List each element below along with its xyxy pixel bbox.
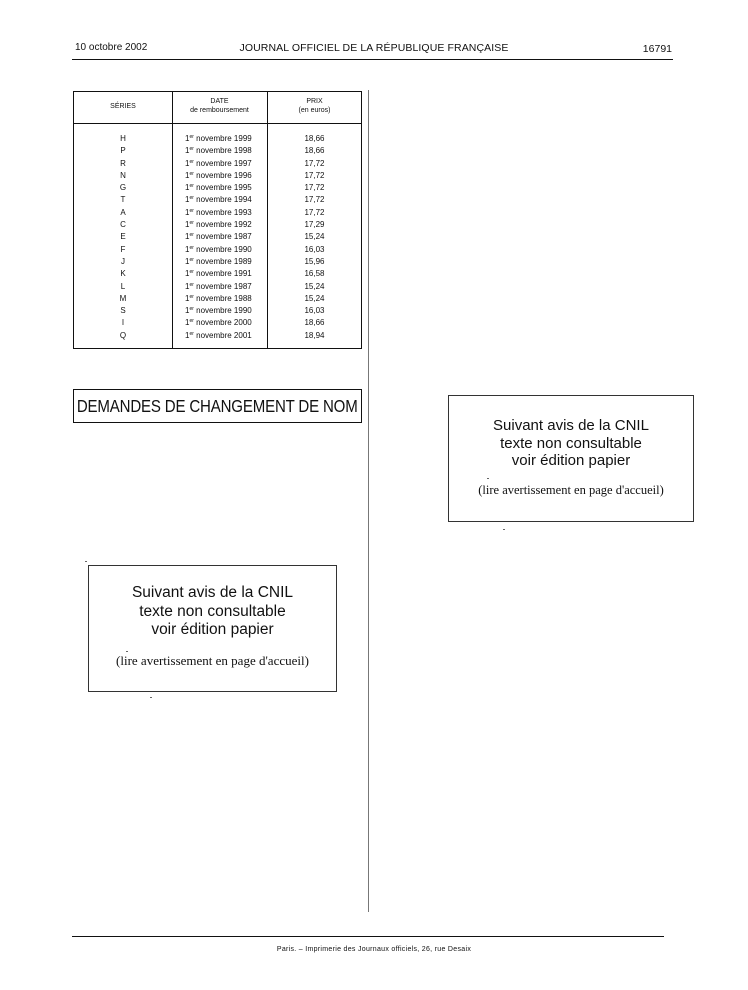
row-date [185, 220, 252, 229]
row-price: 16,03 [304, 306, 325, 316]
row-date-suffix: er [189, 330, 194, 337]
row-date-day: 1 [185, 330, 190, 340]
row-price: 17,72 [304, 158, 325, 168]
row-series: S [120, 306, 126, 316]
row-series: N [120, 170, 126, 180]
row-price: 17,72 [304, 183, 325, 193]
row-price: 16,03 [304, 244, 325, 254]
row-series: K [120, 269, 126, 279]
row-date-day: 1 [185, 146, 190, 156]
cnil-line-3: voir édition papier [151, 621, 274, 638]
row-date [185, 331, 252, 340]
row-date [185, 306, 252, 315]
row-date-text: novembre 1990 [193, 244, 252, 254]
row-date-day: 1 [185, 134, 190, 143]
scan-speck [126, 651, 128, 652]
table-row [74, 159, 361, 171]
row-price: 16,58 [304, 269, 325, 279]
table-row [74, 146, 361, 158]
row-date-text: novembre 1991 [193, 269, 252, 279]
header-date: 10 octobre 2002 [75, 42, 148, 53]
row-series: T [120, 195, 126, 205]
row-date-text: novembre 1996 [193, 170, 252, 180]
row-date-day: 1 [185, 244, 190, 254]
row-date [185, 282, 252, 291]
row-date-day: 1 [185, 256, 190, 266]
scan-speck [85, 561, 87, 562]
row-date-suffix: er [189, 306, 194, 313]
row-date-day: 1 [185, 158, 190, 168]
row-date-text: novembre 1994 [193, 195, 252, 205]
table-row [74, 232, 361, 244]
row-date-text: novembre 2000 [193, 318, 252, 328]
table-row [74, 134, 361, 146]
column-separator [368, 90, 369, 912]
row-date [185, 183, 252, 192]
row-date [185, 245, 252, 254]
row-date [185, 232, 252, 241]
row-date [185, 257, 252, 266]
row-price: 17,72 [304, 195, 325, 205]
row-date-day: 1 [185, 195, 190, 205]
row-date-day: 1 [185, 207, 190, 217]
scan-speck [503, 529, 505, 530]
row-series: P [120, 146, 126, 156]
row-date-suffix: er [189, 158, 194, 165]
cnil-line-1: Suivant avis de la CNIL [493, 417, 649, 434]
table-row [74, 318, 361, 330]
row-price: 18,66 [304, 318, 325, 328]
row-date-suffix: er [189, 244, 194, 251]
row-date-text: novembre 1988 [193, 293, 252, 303]
row-date-day: 1 [185, 318, 190, 328]
row-date-day: 1 [185, 306, 190, 316]
row-date-day: 1 [185, 220, 190, 230]
row-date-suffix: er [189, 281, 194, 288]
table-header-series: SÉRIES [110, 103, 136, 110]
table-row [74, 294, 361, 306]
row-date [185, 146, 252, 155]
row-date-text: novembre 1995 [193, 183, 252, 193]
row-date [185, 134, 252, 143]
row-date-suffix: er [189, 183, 194, 190]
section-heading [73, 389, 362, 423]
cnil-note: (lire avertissement en page d'accueil) [478, 482, 664, 497]
row-date-suffix: er [189, 232, 194, 239]
row-price: 15,24 [304, 232, 325, 242]
row-date-suffix: er [189, 207, 194, 214]
table-row [74, 220, 361, 232]
row-series: M [119, 293, 127, 303]
row-date-text: novembre 1999 [193, 134, 252, 143]
row-date-day: 1 [185, 281, 190, 291]
row-series: Q [119, 330, 127, 340]
row-date-suffix: er [189, 269, 194, 276]
page-number: 16791 [642, 43, 672, 55]
row-date-text: novembre 1990 [193, 306, 252, 316]
table-row [74, 208, 361, 220]
row-date-text: novembre 1997 [193, 158, 252, 168]
table-header-price-line1: PRIX [306, 98, 323, 105]
table-row [74, 306, 361, 318]
table-header-rule [74, 123, 361, 124]
scan-speck [150, 697, 152, 698]
row-date [185, 159, 252, 168]
row-series: G [119, 183, 127, 193]
row-date [185, 294, 252, 303]
row-price: 18,66 [304, 134, 325, 143]
table-body [74, 134, 361, 343]
row-series: L [120, 281, 126, 291]
row-date-text: novembre 1987 [193, 281, 252, 291]
row-date-suffix: er [189, 134, 194, 140]
row-date-suffix: er [189, 170, 194, 177]
row-date-day: 1 [185, 183, 190, 193]
scan-speck [487, 478, 489, 479]
cnil-notice-right [448, 395, 694, 522]
header-title: JOURNAL OFFICIEL DE LA RÉPUBLIQUE FRANÇAISE [239, 42, 509, 54]
table-row [74, 257, 361, 269]
table-row [74, 282, 361, 294]
redemption-table [73, 91, 362, 349]
row-price: 17,72 [304, 207, 325, 217]
row-series: J [121, 256, 125, 266]
cnil-line-2: texte non consultable [139, 602, 286, 620]
row-price: 17,29 [304, 220, 325, 230]
row-date-suffix: er [189, 318, 194, 325]
table-header-date [172, 98, 267, 115]
row-price: 17,72 [304, 170, 325, 180]
row-date [185, 195, 252, 204]
row-price: 18,94 [304, 330, 325, 340]
row-series: H [120, 134, 126, 143]
table-row [74, 245, 361, 257]
row-series: R [120, 158, 126, 168]
row-series: I [121, 318, 125, 328]
table-row [74, 331, 361, 343]
row-price: 15,96 [304, 256, 325, 266]
row-date-day: 1 [185, 170, 190, 180]
row-date [185, 318, 252, 327]
cnil-notice-left [88, 565, 337, 692]
table-header-price-line2: (en euros) [298, 106, 331, 114]
row-date [185, 269, 252, 278]
row-date-text: novembre 1989 [193, 256, 252, 266]
footer-rule [72, 936, 664, 937]
table-row [74, 183, 361, 195]
cnil-note: (lire avertissement en page d'accueil) [116, 652, 309, 668]
row-series: E [120, 232, 126, 242]
row-date-text: novembre 1998 [193, 146, 252, 156]
row-price: 15,24 [304, 293, 325, 303]
section-heading-text: DEMANDES DE CHANGEMENT DE NOM [77, 395, 358, 416]
table-row [74, 269, 361, 281]
cnil-line-2: texte non consultable [500, 434, 642, 452]
row-date-suffix: er [189, 293, 194, 300]
table-header-date-line1: DATE [210, 98, 229, 105]
table-header-price [267, 98, 362, 115]
row-series: F [120, 244, 126, 254]
row-date-text: novembre 2001 [193, 330, 252, 340]
row-series: C [120, 220, 126, 230]
table-row [74, 195, 361, 207]
header-rule [72, 59, 673, 60]
table-row [74, 171, 361, 183]
row-date-day: 1 [185, 232, 190, 242]
cnil-line-1: Suivant avis de la CNIL [131, 584, 294, 601]
row-date-suffix: er [189, 256, 194, 263]
footer-printer: Paris. – Imprimerie des Journaux officiels, 26, rue Desaix [276, 946, 472, 953]
row-price: 18,66 [304, 146, 325, 156]
row-date [185, 171, 252, 180]
row-price: 15,24 [304, 281, 325, 291]
row-date-text: novembre 1987 [193, 232, 252, 242]
row-date [185, 208, 252, 217]
row-date-text: novembre 1993 [193, 207, 252, 217]
row-date-suffix: er [189, 146, 194, 153]
row-series: A [120, 207, 126, 217]
row-date-day: 1 [185, 293, 190, 303]
table-header-date-line2: de remboursement [190, 106, 249, 114]
row-date-suffix: er [189, 195, 194, 202]
cnil-line-3: voir édition papier [511, 452, 631, 469]
row-date-text: novembre 1992 [193, 220, 252, 230]
row-date-suffix: er [189, 220, 194, 227]
row-date-day: 1 [185, 269, 190, 279]
